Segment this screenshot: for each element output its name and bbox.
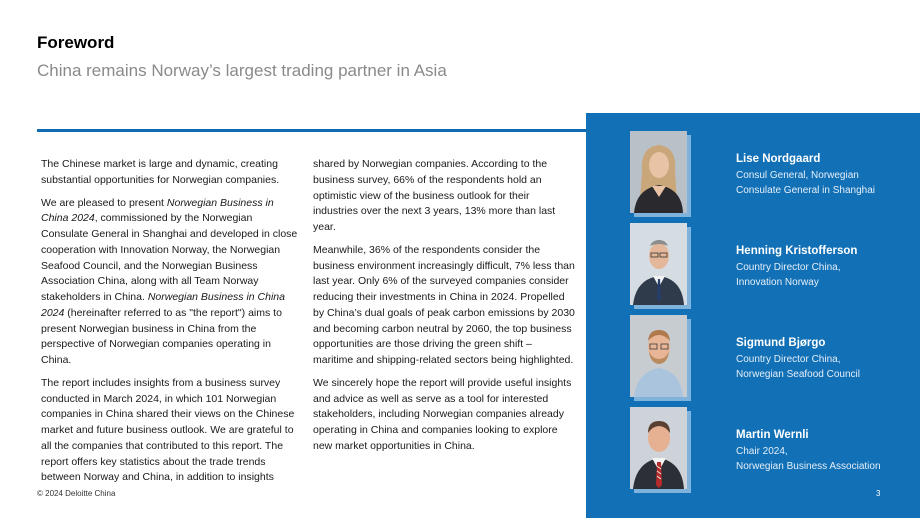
role-line: Norwegian Seafood Council [736,368,860,380]
paragraph: shared by Norwegian companies. According to the business survey, 66% of the respondents hold an optimistic view of the business outlook for their industries over the next 3 years, 13% more than last year. [313,158,556,233]
page-title: Foreword [37,33,115,52]
photo-frame [630,131,687,213]
role-line: Innovation Norway [736,276,819,288]
portrait-woman-icon [630,131,687,213]
person-card [630,407,920,489]
person-name: Sigmund Bjørgo [736,337,826,349]
portrait-man-suit-photo [630,407,687,489]
role-line: Consulate General in Shanghai [736,184,875,196]
portrait-man-glasses-icon [630,223,687,305]
portrait-man-suit-icon [630,407,687,489]
person-name: Martin Wernli [736,429,809,441]
person-role [736,353,860,382]
section-rule [37,129,597,132]
report-title-italic: Norwegian Business in China 2024 [41,196,274,225]
text-run: (hereinafter referred to as "the report") aims to present Norwegian business in China from the perspective of Norwegian companies operating in China. [41,306,282,366]
role-line: Norwegian Business Association [736,460,881,472]
text-run: We are pleased to present [41,196,167,209]
role-line: Country Director China, [736,262,841,273]
portrait-woman-photo [630,131,687,213]
portrait-man-glasses-photo [630,223,687,305]
paragraph: The report includes insights from a business survey conducted in March 2024, in which 101 Norwegian companies in China shared their views on the Chinese market and future business outlook. We are grateful to all the companies that contributed to this report. The report offers key statistics about the trade trends between Norway and China, in addition to insights [41,376,295,484]
person-role [736,261,840,290]
person-name: Henning Kristofferson [736,245,858,257]
person-role [736,445,881,474]
portrait-man-beard-icon [630,315,687,397]
page-number: 3 [876,489,881,498]
photo-frame [630,315,687,397]
text-run: , commissioned by the Norwegian Consulate General in Shanghai and developed in close cooperation with Innovation Norway, the Norwegian Seafood Council, and the Norwegian Business Association China, along with all Team Norway stakeholders in China. [41,212,298,303]
paragraph: We sincerely hope the report will provide useful insights and advice as well as serve as a tool for interested stakeholders, including Norwegian companies already operating in China and companies looking to explore new market opportunities in China. [313,376,572,452]
page-subtitle: China remains Norway’s largest trading partner in Asia [37,61,447,80]
body-column-2 [313,157,575,462]
person-name: Lise Nordgaard [736,153,821,165]
role-line: Consul General, Norwegian [736,170,859,181]
role-line: Chair 2024, [736,446,788,457]
report-title-italic: Norwegian Business in China 2024 [41,291,285,319]
body-column-1 [41,157,301,493]
paragraph [41,196,301,369]
person-card [630,315,920,397]
contributors-panel [586,113,920,518]
person-role [736,169,875,198]
role-line: Country Director China, [736,354,841,365]
paragraph: The Chinese market is large and dynamic, creating substantial opportunities for Norwegian companies. [41,158,280,186]
person-card [630,131,920,213]
portrait-man-beard-photo [630,315,687,397]
person-card [630,223,920,305]
photo-frame [630,223,687,305]
paragraph: Meanwhile, 36% of the respondents consider the business environment increasingly difficult, 7% less than last year. Only 6% of the surveyed companies consider reducing their investments in China in 2024. Propelled by China’s dual goals of peak carbon emissions by 2030 and becoming carbon neutral by 2060, the top business opportunities are those driving the green shift – maritime and shipping-related sectors being highlighted. [313,243,575,366]
photo-frame [630,407,687,489]
footer-copyright: © 2024 Deloitte China [37,489,116,498]
